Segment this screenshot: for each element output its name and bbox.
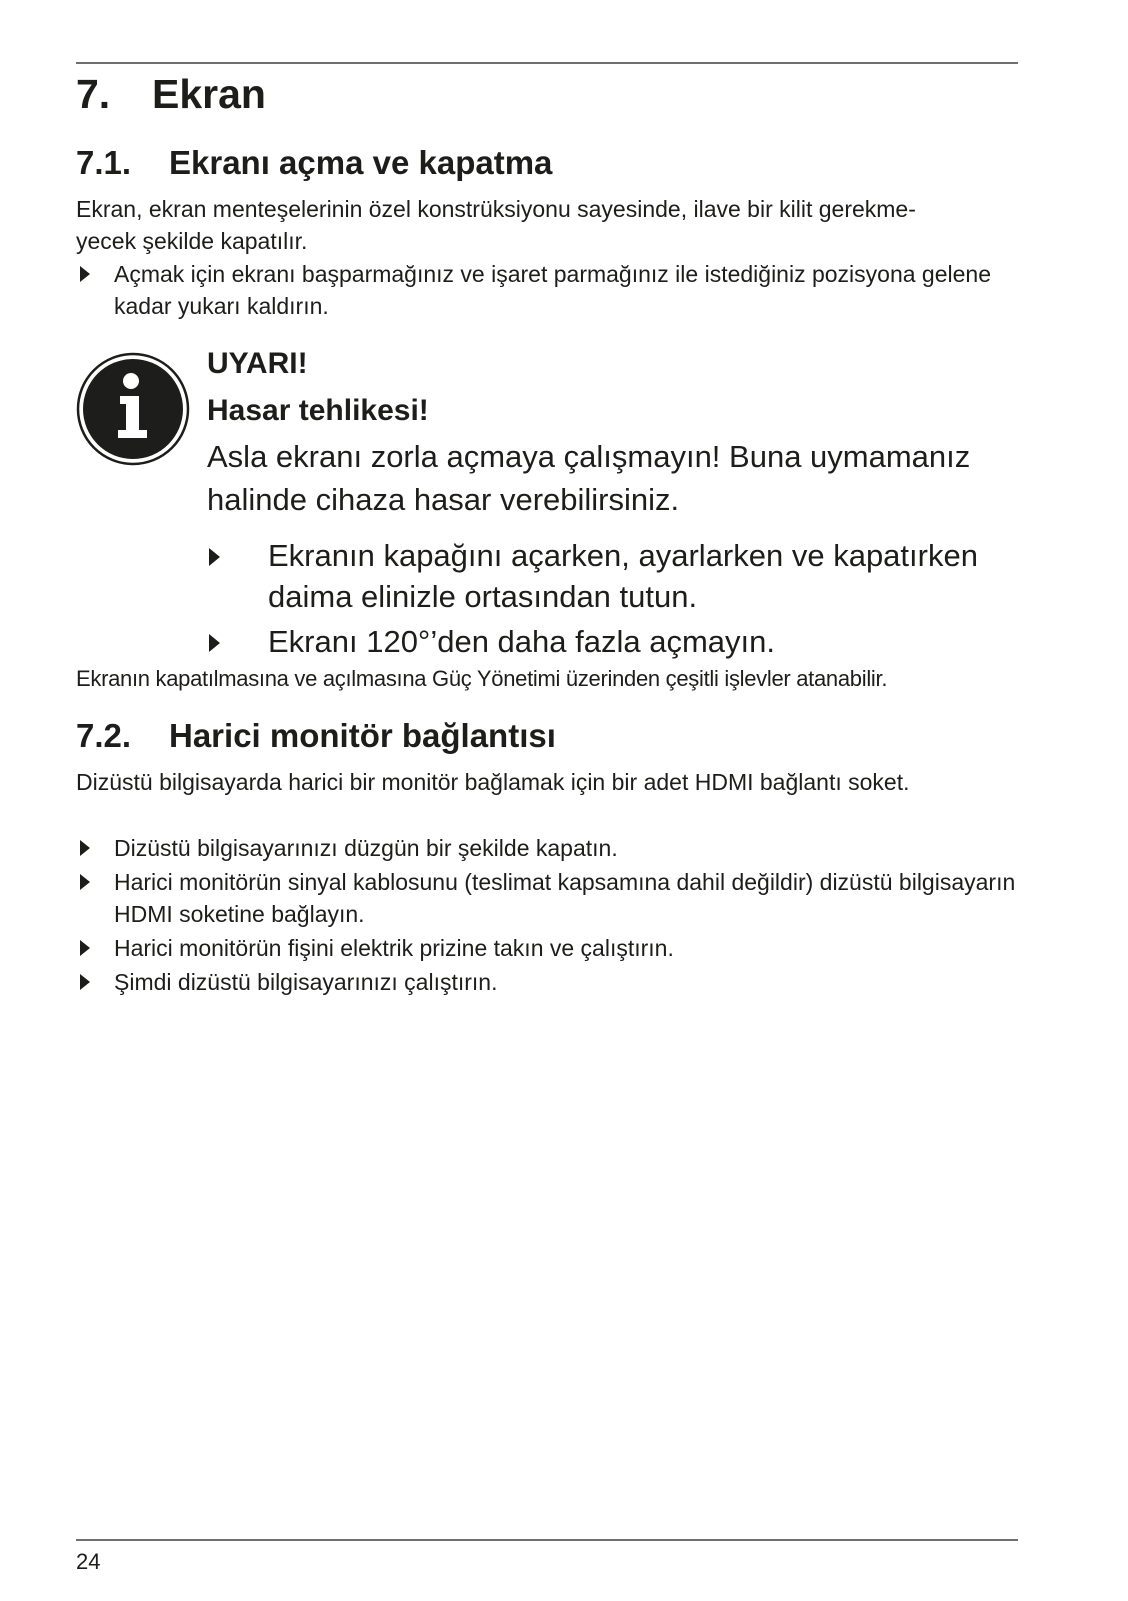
bullet-triangle-icon xyxy=(80,940,90,956)
list-item: Ekranın kapağını açarken, ayarlarken ve kapatırken daima elinizle ortasından tutun. xyxy=(207,535,1017,617)
list-item: Şimdi dizüstü bilgisayarınızı çalıştırın. xyxy=(76,966,1016,998)
warning-title: UYARI! xyxy=(207,347,308,380)
list-item: Ekranı 120°’den daha fazla açmayın. xyxy=(207,621,1017,662)
section-heading-7-1 xyxy=(76,143,552,183)
section-heading-7-2 xyxy=(76,716,556,756)
top-rule xyxy=(76,62,1018,64)
warning-bullets xyxy=(207,535,1017,666)
chapter-heading xyxy=(76,68,266,120)
power-note: Ekranın kapatılmasına ve açılmasına Güç Yönetimi üzerinden çeşitli işlevler atanabilir. xyxy=(76,666,888,691)
list-item: Harici monitörün sinyal kablosunu (teslimat kapsamına dahil değildir) dizüstü bilgisayarın HDMI soketine bağlayın. xyxy=(76,866,1016,930)
section-number: 7.1. xyxy=(76,144,132,181)
bullet-triangle-icon xyxy=(80,974,90,990)
list-item: Dizüstü bilgisayarınızı düzgün bir şekilde kapatın. xyxy=(76,832,1016,864)
section-title: Ekranı açma ve kapatma xyxy=(169,144,553,181)
list-item: Açmak için ekranı başparmağınız ve işaret parmağınız ile istediğiniz pozisyona gelene kadar yukarı kaldırın. xyxy=(76,258,1016,322)
section-title: Harici monitör bağlantısı xyxy=(169,717,556,754)
chapter-number: 7. xyxy=(76,71,111,117)
bullet-triangle-icon xyxy=(80,266,90,282)
section1-intro: Ekran, ekran menteşelerinin özel konstrüksiyonu sayesinde, ilave bir kilit gerekme- yecek şekilde kapatılır. xyxy=(76,196,916,254)
warning-subtitle: Hasar tehlikesi! xyxy=(207,394,429,427)
bottom-rule xyxy=(76,1539,1018,1541)
list-item: Harici monitörün fişini elektrik prizine takın ve çalıştırın. xyxy=(76,932,1016,964)
bullet-triangle-icon xyxy=(209,634,220,652)
warning-text: Asla ekranı zorla açmaya çalışmayın! Buna uymamanız halinde cihaza hasar verebilirsiniz. xyxy=(207,439,971,517)
info-icon xyxy=(76,352,190,466)
bullet-triangle-icon xyxy=(80,874,90,890)
chapter-title: Ekran xyxy=(152,71,266,117)
section-number: 7.2. xyxy=(76,717,132,754)
section2-bullets xyxy=(76,832,1016,1000)
section2-intro: Dizüstü bilgisayarda harici bir monitör bağlamak için bir adet HDMI bağlantı soket. xyxy=(76,769,910,795)
section1-bullets xyxy=(76,258,1016,324)
page-number: 24 xyxy=(76,1549,101,1574)
bullet-triangle-icon xyxy=(209,548,220,566)
bullet-triangle-icon xyxy=(80,840,90,856)
